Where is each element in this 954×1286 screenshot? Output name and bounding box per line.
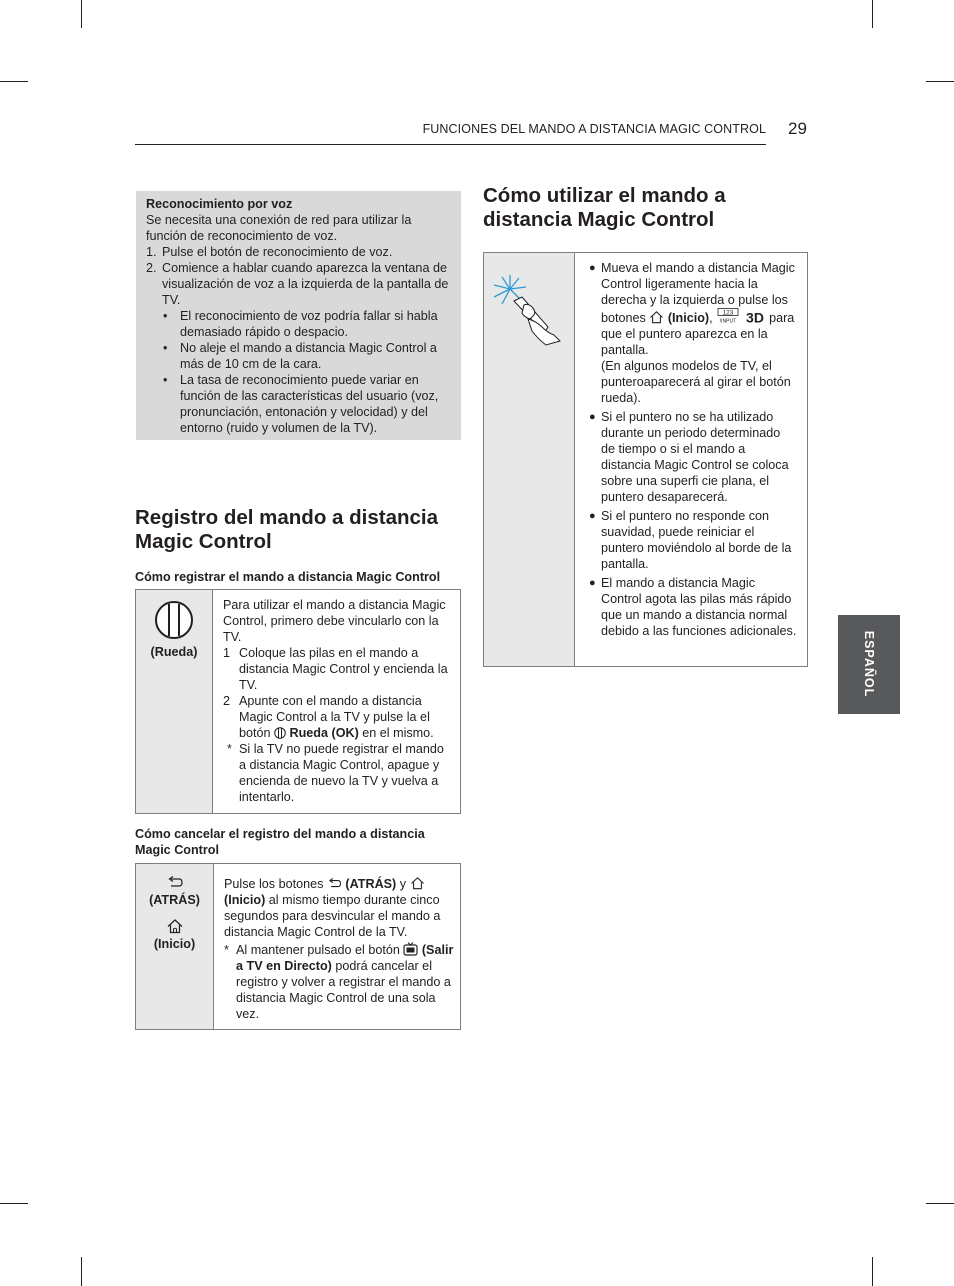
note-bullet: • No aleje el mando a distancia Magic Control a más de 10 cm de la cara. [163, 341, 437, 371]
wheel-icon [154, 600, 194, 640]
register-step: 1 Coloque las pilas en el mando a distancia Magic Control y encienda la TV. [223, 646, 448, 692]
language-tab-label: ESPAÑOL [862, 630, 876, 698]
home-icon [167, 919, 183, 934]
wheel-label: (Rueda) [150, 645, 198, 659]
crop-mark [0, 81, 28, 82]
note-step: 2. Comience a hablar cuando aparezca la ventana de visualización de voz a la izquierda de la pantalla de TV. [146, 261, 449, 307]
input-123-icon [716, 308, 740, 324]
pointer-illustration-cell [484, 253, 575, 667]
3d-icon [744, 310, 766, 324]
home-label: (Inicio) [153, 937, 196, 951]
crop-mark [0, 1203, 28, 1204]
svg-text:/INPUT: /INPUT [719, 318, 737, 324]
back-icon [327, 878, 342, 890]
section-heading-register: Registro del mando a distancia Magic Control [135, 506, 439, 553]
register-instructions [213, 590, 461, 814]
note-title: Reconocimiento por voz [146, 197, 293, 211]
cancel-text: Pulse los botones (ATRÁS) y (Inicio) al mismo tiempo durante cinco segundos para desvincular el mando a distancia Magic Control de la TV. [224, 877, 441, 939]
back-icon [167, 876, 183, 890]
crop-mark [872, 0, 873, 28]
buttons-cell [136, 864, 214, 1030]
note-bullet: • La tasa de reconocimiento puede variar en función de las características del usuario (voz, pronunciación, entonación y velocidad) y del entorno (ruido y volumen de la TV). [163, 373, 439, 435]
crop-mark [926, 1203, 954, 1204]
wheel-cell [136, 590, 213, 814]
voice-recognition-note [136, 191, 461, 440]
home-icon [410, 877, 425, 890]
back-label: (ATRÁS) [149, 893, 200, 907]
usage-bullet: ● Si el puntero no se ha utilizado durante un periodo determinado de tiempo o si el mando a distancia Magic Control se coloca sobre una superfi cie plana, el puntero desaparecerá. [589, 410, 789, 504]
cancel-table [135, 863, 461, 1030]
svg-text:123: 123 [722, 309, 734, 317]
crop-mark [81, 1257, 82, 1286]
usage-instructions [575, 253, 808, 667]
crop-mark [926, 81, 954, 82]
usage-bullet: ● El mando a distancia Magic Control agota las pilas más rápido que un mando a distancia normal debido a las funciones adicionales. [589, 576, 797, 638]
crop-mark [872, 1257, 873, 1286]
section-heading-use: Cómo utilizar el mando a distancia Magic Control [483, 184, 726, 231]
running-header: FUNCIONES DEL MANDO A DISTANCIA MAGIC CONTROL [422, 122, 766, 136]
note-intro: Se necesita una conexión de red para utilizar la función de reconocimiento de voz. [146, 213, 412, 243]
subheading-register: Cómo registrar el mando a distancia Magic Control [135, 570, 441, 584]
header-rule [135, 144, 766, 145]
subheading-cancel: Cómo cancelar el registro del mando a distancia Magic Control [135, 827, 425, 857]
register-note: * Si la TV no puede registrar el mando a distancia Magic Control, apague y encienda de nuevo la TV y vuelva a intentarlo. [227, 742, 444, 804]
wheel-icon [274, 727, 286, 739]
register-intro: Para utilizar el mando a distancia Magic Control, primero debe vincularlo con la TV. [223, 598, 446, 644]
live-tv-icon [403, 942, 418, 956]
cancel-note: * Al mantener pulsado el botón (Salir a TV en Directo) podrá cancelar el registro y volver a registrar el mando a distancia Magic Control de una sola vez. [224, 943, 454, 1021]
svg-text:3D: 3D [745, 310, 764, 324]
remote-pointer-illustration [488, 267, 568, 347]
usage-bullet: ● Si el puntero no responde con suavidad, puede reiniciar el puntero moviéndolo al borde de la pantalla. [589, 509, 792, 571]
note-bullet: • El reconocimiento de voz podría fallar si habla demasiado rápido o despacio. [163, 309, 438, 339]
note-step: 1. Pulse el botón de reconocimiento de voz. [146, 245, 393, 259]
home-icon [649, 311, 664, 324]
language-tab [838, 615, 900, 714]
usage-table [483, 252, 808, 667]
crop-mark [81, 0, 82, 28]
page-number: 29 [788, 119, 807, 138]
cancel-instructions [214, 864, 461, 1030]
register-step: 2 Apunte con el mando a distancia Magic Control a la TV y pulse la el botón Rueda (OK) en el mismo. [223, 694, 434, 740]
register-table [135, 589, 461, 814]
usage-bullet: ● Mueva el mando a distancia Magic Control ligeramente hacia la derecha y la izquierda o pulse los botones (Inicio), 123 /INPUT 3D para que el puntero aparezca en la pantalla. (En algunos modelos de TV, el punteroaparecerá al girar el botón rueda). [589, 261, 795, 405]
